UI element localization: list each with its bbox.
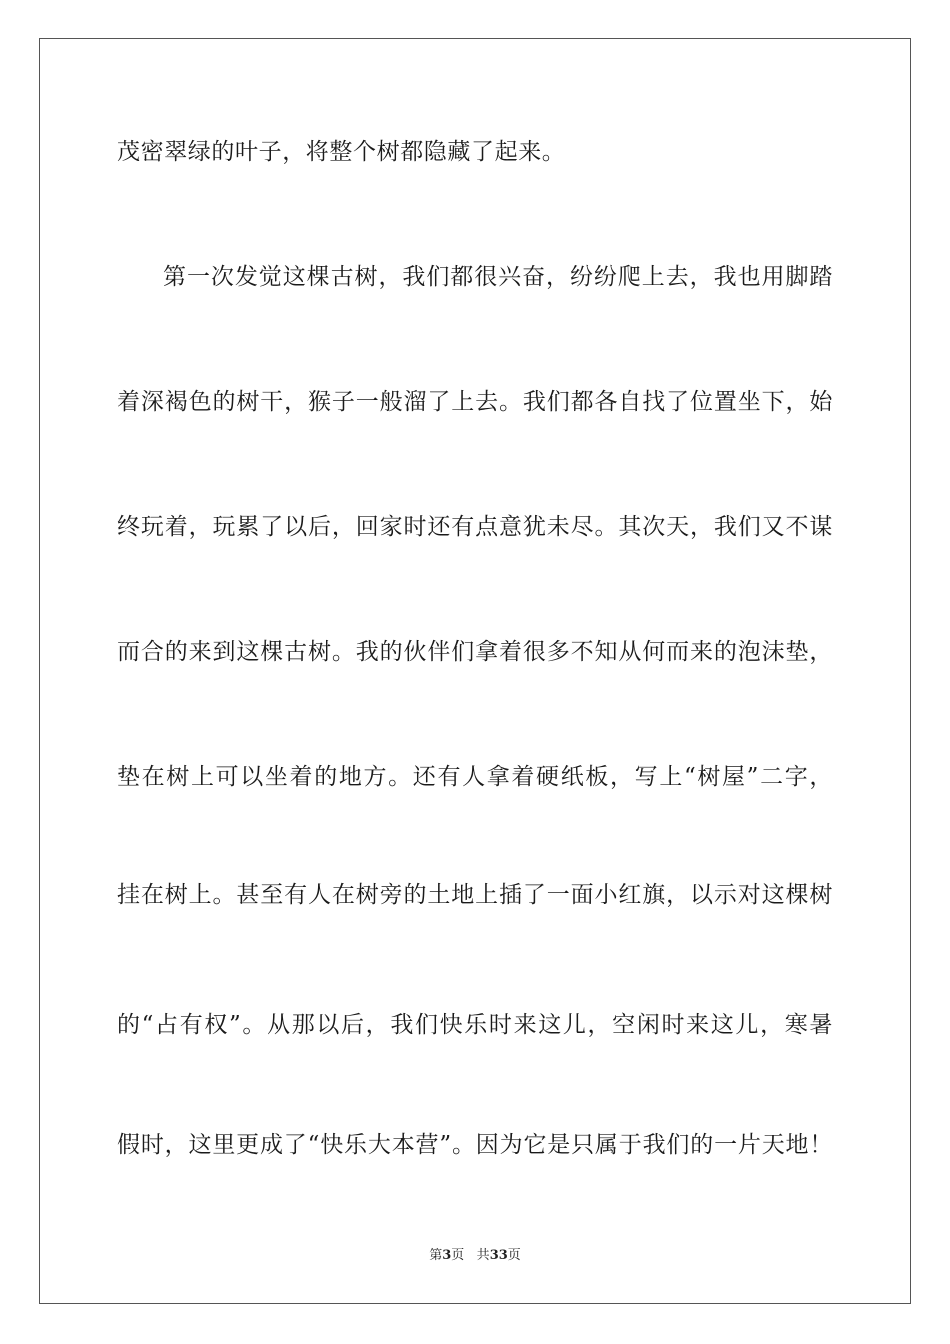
footer-total-pages: 33 (489, 1248, 508, 1263)
body-text-line-3: 着深褐色的树干，猴子一般溜了上去。我们都各自找了位置坐下，始 (117, 389, 833, 415)
page-footer (0, 1248, 950, 1264)
body-text-line-4: 终玩着，玩累了以后，回家时还有点意犹未尽。其次天，我们又不谋 (117, 514, 833, 540)
body-text-line-9: 假时，这里更成了“快乐大本营”。因为它是只属于我们的一片天地！ (117, 1132, 833, 1158)
body-text-line-1: 茂密翠绿的叶子，将整个树都隐藏了起来。 (117, 139, 566, 165)
page-border (39, 38, 911, 1304)
body-text-line-7: 挂在树上。甚至有人在树旁的土地上插了一面小红旗，以示对这棵树 (117, 882, 833, 908)
footer-page-suffix: 页 (451, 1248, 465, 1263)
footer-total-suffix: 页 (507, 1248, 521, 1263)
body-text-line-6: 垫在树上可以坐着的地方。还有人拿着硬纸板，写上“树屋”二字， (117, 764, 833, 790)
body-text-line-5: 而合的来到这棵古树。我的伙伴们拿着很多不知从何而来的泡沫垫， (117, 639, 833, 665)
footer-page-number: 3 (442, 1248, 452, 1263)
body-text-line-2: 第一次发觉这棵古树，我们都很兴奋，纷纷爬上去，我也用脚踏 (163, 264, 833, 290)
body-text-line-8: 的“占有权”。从那以后，我们快乐时来这儿，空闲时来这儿，寒暑 (117, 1012, 833, 1038)
footer-total-prefix: 共 (476, 1248, 490, 1263)
footer-page-prefix: 第 (429, 1248, 443, 1263)
